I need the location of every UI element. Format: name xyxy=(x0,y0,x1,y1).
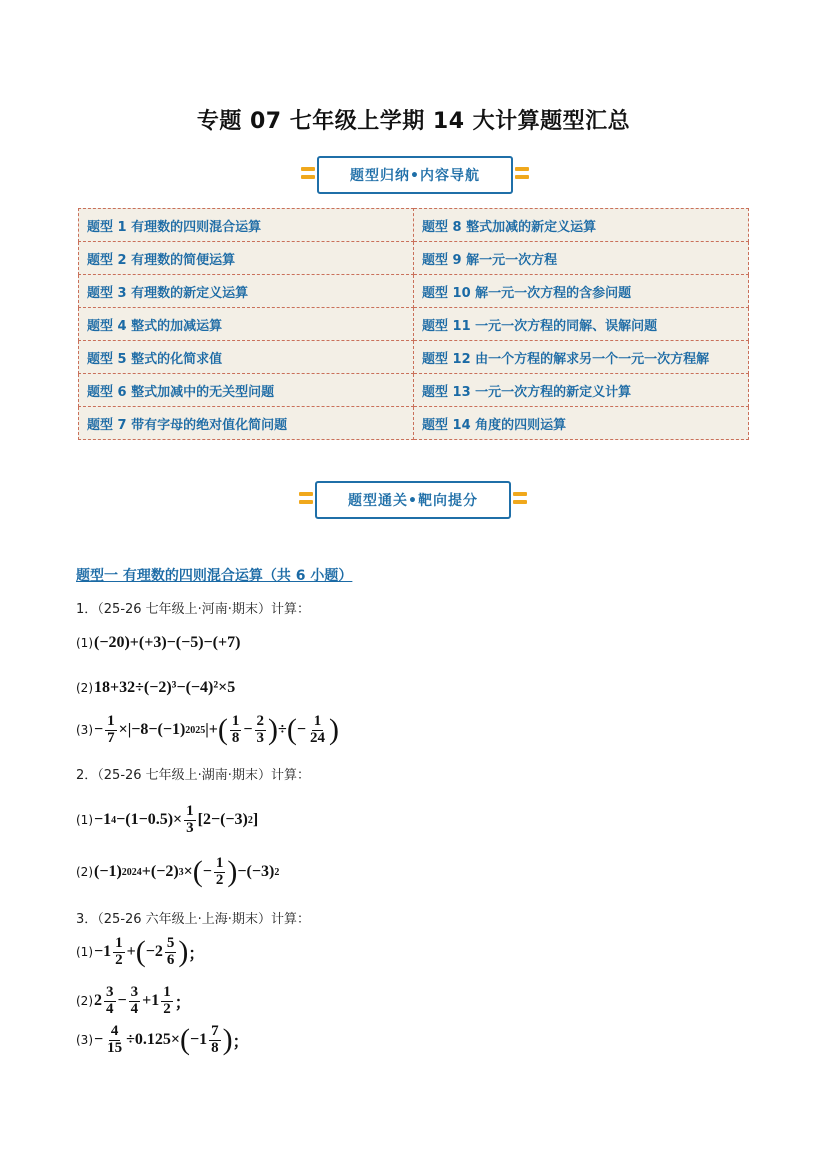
toc-item[interactable]: 题型 2 有理数的简便运算 xyxy=(79,242,414,275)
page-title: 专题 07 七年级上学期 14 大计算题型汇总 xyxy=(196,109,631,134)
math-text: − xyxy=(202,863,212,881)
part-label: (2) xyxy=(76,994,93,1009)
fraction xyxy=(161,985,173,1018)
math-text: −1 xyxy=(190,1031,208,1049)
banner-content-nav xyxy=(303,156,527,194)
toc-item[interactable]: 题型 12 由一个方程的解求另一个一元一次方程解 xyxy=(414,341,749,374)
question-3: 3．（25-26 六年级上·上海·期末）计算： xyxy=(76,912,310,927)
toc-row xyxy=(79,308,749,341)
part-label: (1) xyxy=(76,636,93,650)
math-text: ； xyxy=(188,945,205,963)
math-expression xyxy=(94,856,279,889)
q3-part2 xyxy=(76,985,191,1018)
toc-item[interactable]: 题型 14 角度的四则运算 xyxy=(414,407,749,440)
section-heading: 题型一 有理数的四则混合运算（共 6 小题） xyxy=(76,568,353,584)
math-text: − xyxy=(243,721,253,739)
numerator: 1 xyxy=(231,713,240,729)
denominator: 24 xyxy=(309,729,325,746)
numerator: 1 xyxy=(186,803,194,819)
denominator: 2 xyxy=(215,871,224,888)
math-text: [2−(−3) xyxy=(197,811,248,829)
paren: ( xyxy=(192,855,203,889)
banner-left-ornament xyxy=(301,167,315,183)
denominator: 2 xyxy=(115,951,123,968)
math-text: ； xyxy=(232,1033,249,1051)
banner-label: 题型归纳•内容导航 xyxy=(317,156,513,194)
denominator: 3 xyxy=(186,819,194,836)
toc-item[interactable]: 题型 1 有理数的四则混合运算 xyxy=(79,209,414,242)
math-text: −1 xyxy=(94,811,112,829)
exponent: 4 xyxy=(111,814,117,826)
part-label: (1) xyxy=(76,813,93,828)
q1-part1 xyxy=(76,634,240,652)
fraction xyxy=(113,936,125,969)
math-text: −(1−0.5)× xyxy=(116,811,183,829)
numerator: 2 xyxy=(256,713,265,729)
paren: ) xyxy=(222,1023,233,1057)
math-text: ； xyxy=(174,994,191,1012)
fraction xyxy=(255,714,267,747)
math-text: − xyxy=(117,992,127,1010)
toc-item[interactable]: 题型 3 有理数的新定义运算 xyxy=(79,275,414,308)
numerator: 3 xyxy=(106,984,114,1000)
banner-practice xyxy=(301,481,525,519)
toc-item[interactable]: 题型 11 一元一次方程的同解、误解问题 xyxy=(414,308,749,341)
math-text: − xyxy=(94,1031,104,1049)
toc-row xyxy=(79,407,749,440)
math-text: −1 xyxy=(94,943,112,961)
numerator: 1 xyxy=(107,713,115,729)
math-text: ] xyxy=(252,811,259,829)
paren: ( xyxy=(286,713,297,747)
math-text: −(−3) xyxy=(237,863,275,881)
toc-item[interactable]: 题型 8 整式加减的新定义运算 xyxy=(414,209,749,242)
toc-row xyxy=(79,275,749,308)
exponent: 2025 xyxy=(185,724,206,736)
math-expression xyxy=(94,804,258,837)
q2-part2 xyxy=(76,856,279,889)
exponent: 2 xyxy=(274,866,280,878)
fraction xyxy=(184,804,196,837)
paren: ) xyxy=(178,935,189,969)
numerator: 4 xyxy=(110,1023,119,1039)
math-text: +(−2) xyxy=(141,863,179,881)
denominator: 6 xyxy=(166,951,175,968)
math-expression: (−20)+(+3)−(−5)−(+7) xyxy=(94,634,241,651)
math-text: −2 xyxy=(145,943,163,961)
toc-row xyxy=(79,374,749,407)
toc-item[interactable]: 题型 9 解一元一次方程 xyxy=(414,242,749,275)
denominator: 4 xyxy=(106,1000,114,1017)
math-expression xyxy=(94,936,204,969)
banner-left-ornament xyxy=(299,492,313,508)
toc-item[interactable]: 题型 5 整式的化简求值 xyxy=(79,341,414,374)
banner-label: 题型通关•靶向提分 xyxy=(315,481,511,519)
math-expression xyxy=(94,1024,249,1057)
math-text: ×|−8−(−1) xyxy=(118,721,186,739)
fraction xyxy=(129,985,141,1018)
numerator: 7 xyxy=(211,1023,219,1039)
q1-part2 xyxy=(76,679,235,697)
math-text: ÷0.125× xyxy=(126,1031,181,1049)
numerator: 1 xyxy=(313,713,322,729)
denominator: 15 xyxy=(107,1039,123,1056)
banner-right-ornament xyxy=(515,167,529,183)
denominator: 4 xyxy=(130,1000,139,1017)
exponent: 2 xyxy=(247,814,253,826)
part-label: (3) xyxy=(76,1033,93,1048)
q3-part1 xyxy=(76,936,204,969)
toc-item[interactable]: 题型 6 整式加减中的无关型问题 xyxy=(79,374,414,407)
fraction xyxy=(214,856,226,889)
toc-table xyxy=(78,208,749,440)
numerator: 1 xyxy=(215,855,224,871)
math-text: +1 xyxy=(142,992,160,1010)
math-text: × xyxy=(183,863,193,881)
math-expression xyxy=(94,714,339,747)
q2-part1 xyxy=(76,804,258,837)
part-label: (2) xyxy=(76,865,93,880)
q1-part3 xyxy=(76,714,339,747)
q3-part3 xyxy=(76,1024,249,1057)
fraction xyxy=(104,985,116,1018)
math-expression xyxy=(94,985,191,1018)
fraction xyxy=(209,1024,221,1057)
numerator: 3 xyxy=(130,984,139,1000)
fraction xyxy=(165,936,177,969)
math-text: ÷ xyxy=(278,721,287,739)
denominator: 7 xyxy=(107,729,115,746)
fraction xyxy=(230,714,242,747)
denominator: 2 xyxy=(163,1000,171,1017)
toc-row xyxy=(79,341,749,374)
paren: ) xyxy=(328,713,339,747)
numerator: 5 xyxy=(166,935,175,951)
numerator: 1 xyxy=(163,984,171,1000)
question-1: 1．（25-26 七年级上·河南·期末）计算： xyxy=(76,602,310,617)
toc-item[interactable]: 题型 10 解一元一次方程的含参问题 xyxy=(414,275,749,308)
denominator: 8 xyxy=(231,729,240,746)
paren: ( xyxy=(217,713,228,747)
fraction xyxy=(105,1024,124,1057)
denominator: 3 xyxy=(256,729,265,746)
paren: ) xyxy=(227,855,238,889)
part-label: (3) xyxy=(76,723,93,738)
toc-item[interactable]: 题型 4 整式的加减运算 xyxy=(79,308,414,341)
exponent: 3 xyxy=(178,866,184,878)
denominator: 8 xyxy=(211,1039,219,1056)
numerator: 1 xyxy=(115,935,123,951)
math-text: − xyxy=(94,721,104,739)
toc-item[interactable]: 题型 13 一元一次方程的新定义计算 xyxy=(414,374,749,407)
toc-row xyxy=(79,242,749,275)
fraction xyxy=(105,714,117,747)
part-label: (1) xyxy=(76,945,93,960)
fraction xyxy=(308,714,327,747)
math-text: − xyxy=(296,721,306,739)
math-text: + xyxy=(126,943,136,961)
math-expression: 18+32÷(−2)³−(−4)²×5 xyxy=(94,679,236,696)
math-text: |+ xyxy=(205,721,218,739)
toc-row xyxy=(79,209,749,242)
exponent: 2024 xyxy=(121,866,142,878)
paren: ( xyxy=(180,1023,191,1057)
banner-right-ornament xyxy=(513,492,527,508)
question-2: 2．（25-26 七年级上·湖南·期末）计算： xyxy=(76,768,310,783)
math-text: (−1) xyxy=(94,863,122,881)
math-text: 2 xyxy=(94,992,102,1010)
part-label: (2) xyxy=(76,681,93,695)
paren: ) xyxy=(268,713,279,747)
paren: ( xyxy=(135,935,146,969)
toc-item[interactable]: 题型 7 带有字母的绝对值化简问题 xyxy=(79,407,414,440)
